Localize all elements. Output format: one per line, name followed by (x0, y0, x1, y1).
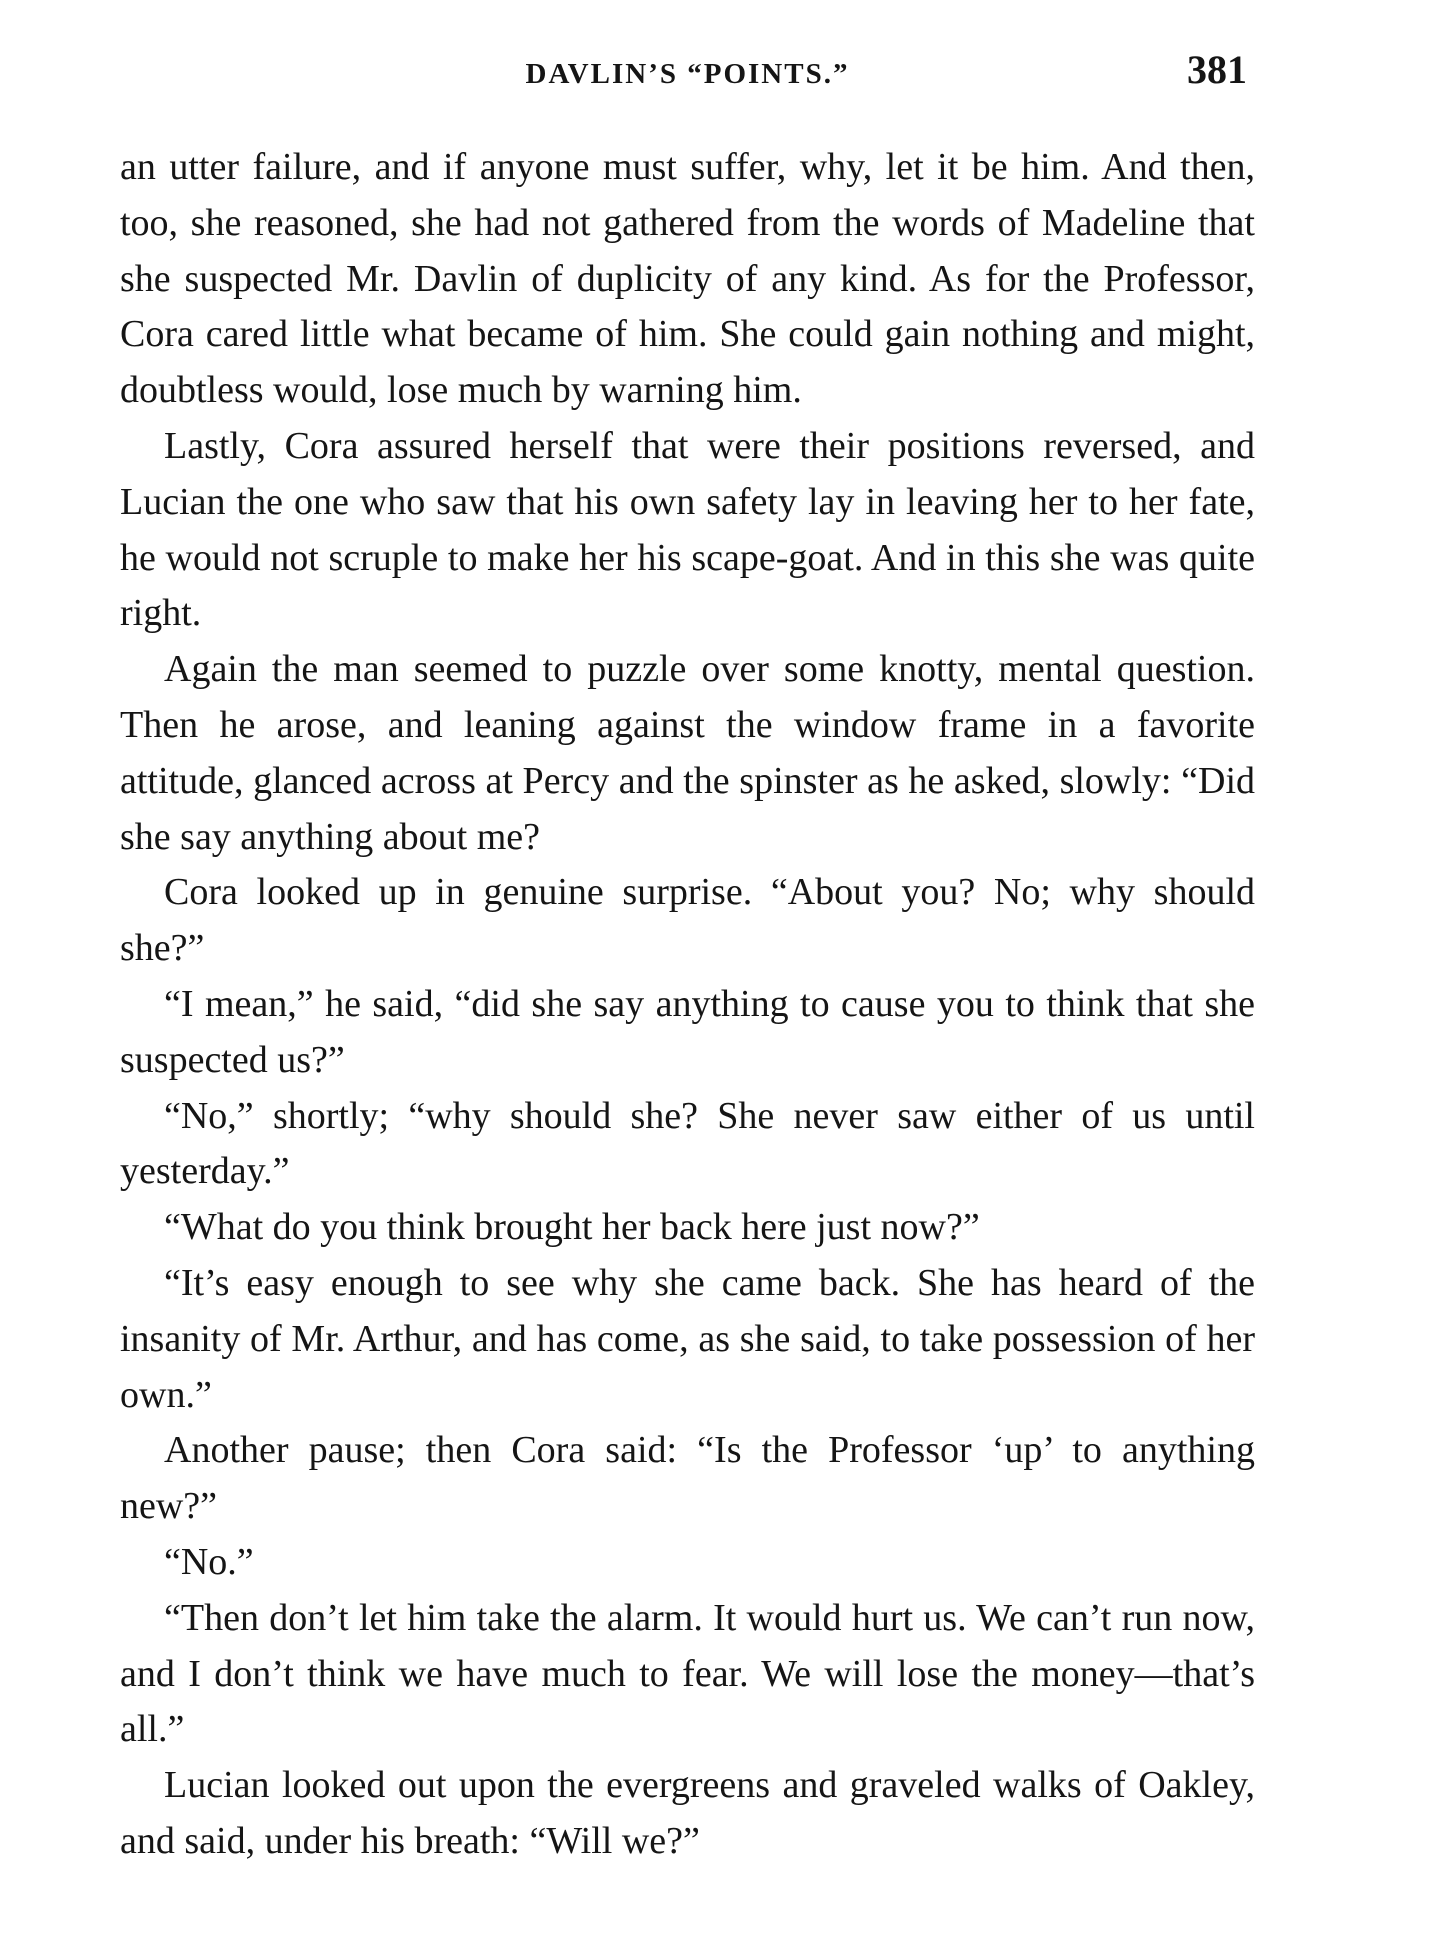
body-text (120, 140, 1255, 1870)
paragraph-9: Another pause; then Cora said: “Is the Professor ‘up’ to anything new?” (120, 1429, 1255, 1528)
paragraph-3: Again the man seemed to puzzle over some knotty, mental question. Then he arose, and leaning against the window frame in a favorite attitude, glanced across at Percy and the spinster as he asked, slowly: “Did she say anything about me? (120, 648, 1255, 858)
running-title: DAVLIN’S “POINTS.” (525, 58, 850, 90)
running-head (120, 44, 1255, 104)
paragraph-2: Lastly, Cora assured herself that were their positions reversed, and Lucian the one who saw that his own safety lay in leaving her to her fate, he would not scruple to make her his scape-goat. And in this she was quite right. (120, 424, 1255, 635)
paragraph-5: “I mean,” he said, “did she say anything to cause you to think that she suspected us?” (120, 982, 1255, 1081)
paragraph-1: an utter failure, and if anyone must suffer, why, let it be him. And then, too, she reasoned, she had not gathered from the words of Madeline that she suspected Mr. Davlin of duplicity of any kind. As for the Professor, Cora cared little what became of him. She could gain nothing and might, doubtless would, lose much by warning him. (120, 146, 1255, 412)
paragraph-8: “It’s easy enough to see why she came back. She has heard of the insanity of Mr. Arthur, and has come, as she said, to take possession of her own.” (120, 1261, 1255, 1416)
page-number: 381 (1187, 47, 1247, 92)
paragraph-4: Cora looked up in genuine surprise. “About you? No; why should she?” (120, 871, 1255, 970)
paragraph-11: “Then don’t let him take the alarm. It would hurt us. We can’t run now, and I don’t think we have much to fear. We will lose the money—that’s all.” (120, 1596, 1255, 1751)
paragraph-7: “What do you think brought her back here just now?” (164, 1206, 980, 1249)
paragraph-12: Lucian looked out upon the evergreens and graveled walks of Oakley, and said, under his breath: “Will we?” (120, 1764, 1255, 1862)
paragraph-6: “No,” shortly; “why should she? She never saw either of us until yesterday.” (120, 1094, 1255, 1193)
paragraph-10: “No.” (164, 1540, 254, 1583)
